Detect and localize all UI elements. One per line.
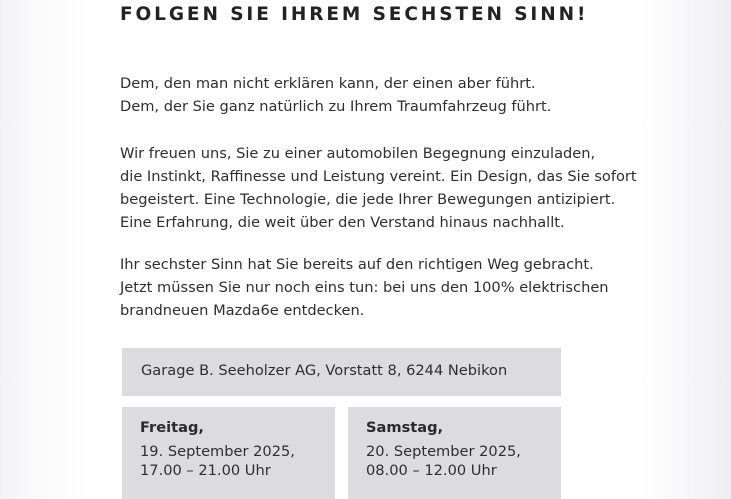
date-day: Samstag, [366,419,444,436]
date-time: 17.00 – 21.00 Uhr [140,462,271,479]
paragraph-line: brandneuen Mazda6e entdecken. [120,302,365,319]
paragraph-line: Eine Erfahrung, die weit über den Verstand hinaus nachhallt. [120,214,565,231]
paragraph-line: Jetzt müssen Sie nur noch eins tun: bei uns den 100% elektrischen [120,279,609,296]
paragraph-line: Ihr sechster Sinn hat Sie bereits auf den richtigen Weg gebracht. [120,256,594,273]
paragraph-line: begeistert. Eine Technologie, die jede Ihrer Bewegungen antizipiert. [120,191,616,208]
paragraph-line: Dem, den man nicht erklären kann, der einen aber führt. [120,75,536,92]
date-date: 19. September 2025, [140,443,295,460]
address-box [122,348,561,396]
paragraph-closing [120,253,640,322]
paragraph-invitation [120,142,640,234]
date-box-saturday [348,407,561,499]
paragraph-line: die Instinkt, Raffinesse und Leistung vereint. Ein Design, das Sie sofort [120,168,637,185]
address-text: Garage B. Seeholzer AG, Vorstatt 8, 6244 Nebikon [141,362,508,379]
paragraph-line: Wir freuen uns, Sie zu einer automobilen Begegnung einzuladen, [120,145,596,162]
date-time: 08.00 – 12.00 Uhr [366,462,497,479]
paragraph-intro [120,72,640,118]
paragraph-line: Dem, der Sie ganz natürlich zu Ihrem Traumfahrzeug führt. [120,98,552,115]
date-box-friday [122,407,335,499]
date-day: Freitag, [140,419,204,436]
headline: FOLGEN SIE IHREM SECHSTEN SINN! [120,4,589,25]
date-date: 20. September 2025, [366,443,521,460]
